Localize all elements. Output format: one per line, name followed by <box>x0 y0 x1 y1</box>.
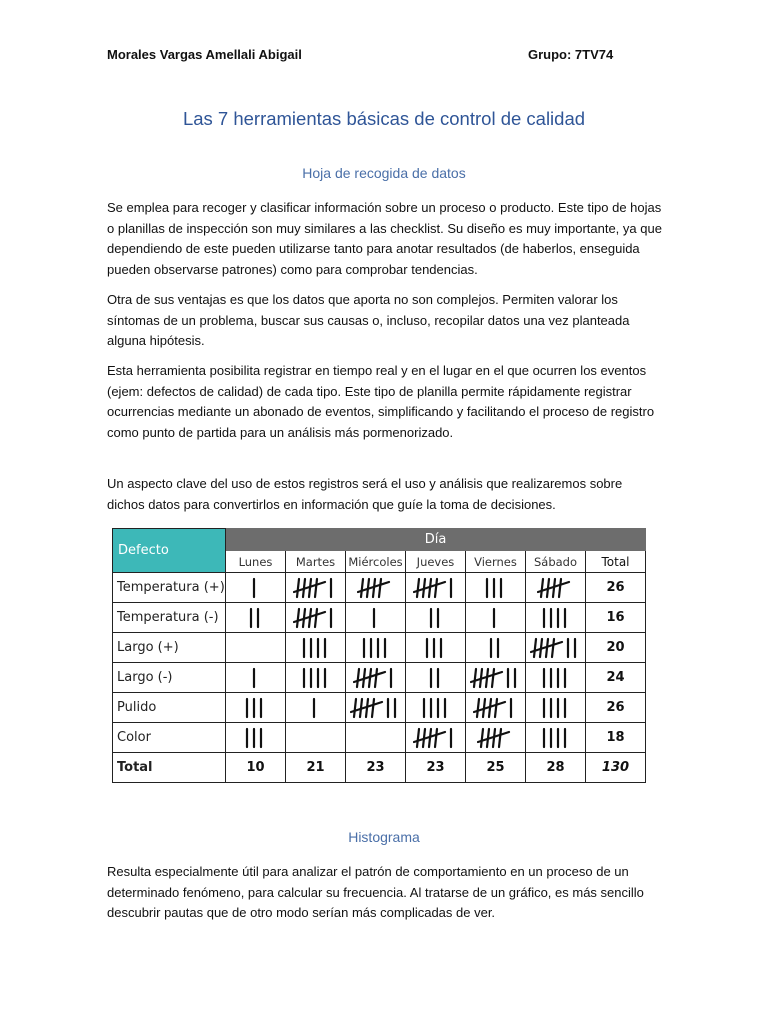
tally-marks <box>315 737 316 738</box>
tally-cell <box>286 723 346 753</box>
defect-label: Color <box>113 723 226 753</box>
tally-marks <box>483 577 508 599</box>
tally-stroke <box>492 669 494 687</box>
tally-cell <box>406 633 466 663</box>
row-total: 16 <box>586 603 646 633</box>
section-heading-histogram: Histograma <box>348 829 420 845</box>
tally-cell <box>526 663 586 693</box>
tally-stroke <box>552 639 554 657</box>
tally-marks <box>427 607 445 629</box>
table-row <box>113 603 646 633</box>
defect-label: Largo (+) <box>113 633 226 663</box>
tally-cell <box>466 573 526 603</box>
tally-stroke <box>315 609 317 627</box>
tally-marks <box>413 577 458 599</box>
tally-cell <box>406 603 466 633</box>
tally-cell <box>526 723 586 753</box>
tally-marks <box>243 697 268 719</box>
tally-cell <box>286 573 346 603</box>
defect-column-header: Defecto <box>113 529 226 573</box>
row-total: 24 <box>586 663 646 693</box>
section-heading-data-sheet: Hoja de recogida de datos <box>302 165 466 181</box>
paragraph: Un aspecto clave del uso de estos registros será el uso y análisis que realizaremos sobre dichos datos para convertirlos en información que guíe la toma de decisiones. <box>107 476 623 512</box>
paragraph: Esta herramienta posibilita registrar en tiempo real y en el lugar en el que ocurren los eventos (ejem: defectos de calidad) de cada tipo. Este tipo de planilla permite rápidamente registrar ocurrencias mediante un abonado de eventos, simplificando y facilitando el proceso de registro como punto de partida para un análisis más pormenorizado. <box>107 363 655 440</box>
tally-cell <box>526 573 586 603</box>
day-header: Sábado <box>526 551 586 573</box>
tally-stroke <box>354 699 356 717</box>
tally-stroke <box>534 639 536 657</box>
tally-stroke <box>297 609 299 627</box>
tally-cell <box>406 723 466 753</box>
tally-cell <box>466 693 526 723</box>
tally-marks <box>350 697 402 719</box>
paragraph: Resulta especialmente útil para analizar el patrón de comportamiento en un proceso de un determinado fenómeno, para calcular su frecuencia. Al tratarse de un gráfico, es más sencillo descubrir pautas que de otro modo serían más complicadas de ver. <box>107 864 644 921</box>
tally-cell <box>466 723 526 753</box>
tally-cell <box>466 663 526 693</box>
tally-cell <box>346 693 406 723</box>
table-row <box>113 663 646 693</box>
tally-stroke <box>481 729 483 747</box>
tally-stroke <box>417 579 419 597</box>
tally-cell <box>346 603 406 633</box>
tally-cell <box>226 603 286 633</box>
tally-marks <box>470 667 522 689</box>
tally-marks <box>537 577 575 599</box>
table-row <box>113 693 646 723</box>
tally-cell <box>226 573 286 603</box>
tally-stroke <box>477 699 479 717</box>
tally-cell <box>226 693 286 723</box>
tally-marks <box>530 637 582 659</box>
tally-cell <box>406 663 466 693</box>
row-total: 26 <box>586 573 646 603</box>
table-row <box>113 633 646 663</box>
tally-marks <box>540 727 572 749</box>
row-total: 20 <box>586 633 646 663</box>
paragraph: Otra de sus ventajas es que los datos que aporta no son complejos. Permiten valorar los síntomas de un problema, buscar sus causas o, incluso, recopilar datos una vez planteada alguna hipótesis. <box>107 292 630 349</box>
column-total: 130 <box>586 753 646 783</box>
tally-marks <box>255 647 256 648</box>
tally-marks <box>247 607 265 629</box>
tally-marks <box>250 667 261 689</box>
tally-marks <box>310 697 321 719</box>
tally-marks <box>300 637 332 659</box>
row-total: 18 <box>586 723 646 753</box>
tally-cell <box>346 723 406 753</box>
tally-marks <box>293 577 338 599</box>
tally-marks <box>420 697 452 719</box>
tally-cell <box>286 693 346 723</box>
tally-cell <box>466 633 526 663</box>
tally-marks <box>423 637 448 659</box>
tally-cell <box>286 603 346 633</box>
tally-marks <box>293 607 338 629</box>
tally-marks <box>243 727 268 749</box>
tally-marks <box>250 577 261 599</box>
tally-stroke <box>357 669 359 687</box>
tally-marks <box>487 637 505 659</box>
tally-marks <box>357 577 395 599</box>
column-total: 23 <box>346 753 406 783</box>
tally-cell <box>406 693 466 723</box>
tally-cell <box>286 633 346 663</box>
tally-marks <box>413 727 458 749</box>
total-row-label: Total <box>113 753 226 783</box>
day-header: Viernes <box>466 551 526 573</box>
day-header: Jueves <box>406 551 466 573</box>
day-header: Martes <box>286 551 346 573</box>
document-title: Las 7 herramientas básicas de control de calidad <box>182 108 586 129</box>
tally-cell <box>226 663 286 693</box>
defect-label: Largo (-) <box>113 663 226 693</box>
tally-marks <box>477 727 515 749</box>
tally-cell <box>406 573 466 603</box>
tally-stroke <box>379 579 381 597</box>
defect-label: Temperatura (-) <box>113 603 226 633</box>
tally-cell <box>226 633 286 663</box>
tally-marks <box>540 607 572 629</box>
day-header: Lunes <box>226 551 286 573</box>
table-row <box>113 573 646 603</box>
tally-marks <box>540 667 572 689</box>
tally-cell <box>526 693 586 723</box>
tally-stroke <box>315 579 317 597</box>
defect-tally-table <box>112 528 646 783</box>
tally-stroke <box>435 579 437 597</box>
tally-cell <box>226 723 286 753</box>
defect-label: Temperatura (+) <box>113 573 226 603</box>
tally-marks <box>473 697 518 719</box>
tally-marks <box>360 637 392 659</box>
tally-stroke <box>361 579 363 597</box>
tally-cell <box>346 633 406 663</box>
tally-cell <box>346 573 406 603</box>
tally-marks <box>490 607 501 629</box>
column-total: 21 <box>286 753 346 783</box>
tally-stroke <box>372 699 374 717</box>
tally-marks <box>375 737 376 738</box>
tally-stroke <box>297 579 299 597</box>
tally-marks <box>353 667 398 689</box>
total-column-header: Total <box>586 551 646 573</box>
column-total: 28 <box>526 753 586 783</box>
column-total: 10 <box>226 753 286 783</box>
tally-cell <box>526 603 586 633</box>
tally-stroke <box>559 579 561 597</box>
tally-stroke <box>375 669 377 687</box>
defect-label: Pulido <box>113 693 226 723</box>
tally-cell <box>346 663 406 693</box>
tally-stroke <box>495 699 497 717</box>
day-header: Miércoles <box>346 551 406 573</box>
total-row <box>113 753 646 783</box>
tally-marks <box>300 667 332 689</box>
tally-stroke <box>435 729 437 747</box>
tally-cell <box>466 603 526 633</box>
group-label: Grupo: 7TV74 <box>528 47 614 62</box>
day-column-header: Día <box>226 529 646 551</box>
tally-cell <box>286 663 346 693</box>
tally-marks <box>370 607 381 629</box>
tally-marks <box>540 697 572 719</box>
column-total: 25 <box>466 753 526 783</box>
tally-marks <box>427 667 445 689</box>
tally-stroke <box>541 579 543 597</box>
tally-stroke <box>474 669 476 687</box>
table-row <box>113 723 646 753</box>
column-total: 23 <box>406 753 466 783</box>
tally-cell <box>526 633 586 663</box>
author-name: Morales Vargas Amellali Abigail <box>107 47 302 62</box>
tally-stroke <box>499 729 501 747</box>
tally-stroke <box>417 729 419 747</box>
paragraph: Se emplea para recoger y clasificar información sobre un proceso o producto. Este tipo de hojas o planillas de inspección son muy similares a las checklist. Su diseño es muy importante, ya que dependiendo de este pueden utilizarse tanto para anotar resultados (de haberlos, enseguida pueden observarse patrones) como para comprobar tendencias. <box>107 200 662 277</box>
row-total: 26 <box>586 693 646 723</box>
